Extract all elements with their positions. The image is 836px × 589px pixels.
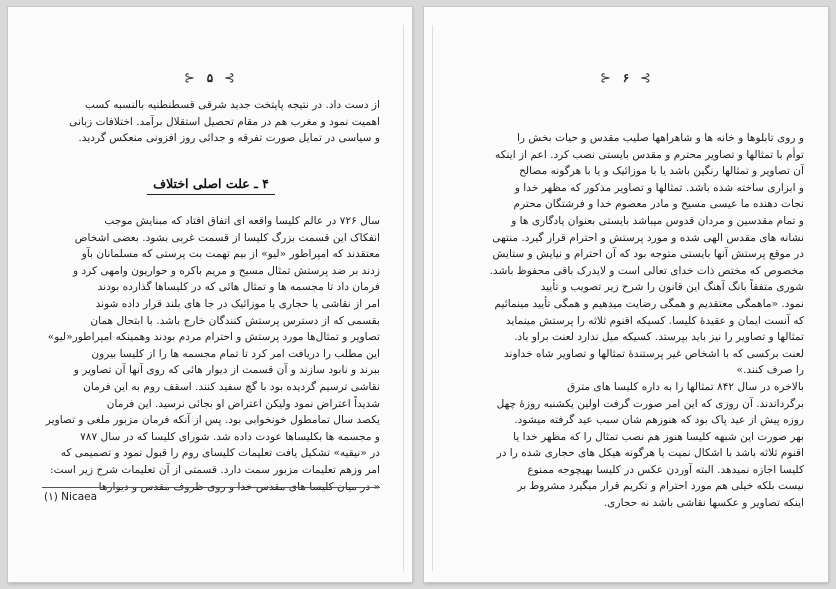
text-line: امر از نقاشی یا حجاری یا موزائیک در جا های بلند قرار داده شوند [95,297,380,310]
text-line: برگرداندند. آن روزی که این امر صورت گرفت اولین یکشنبه روزهٔ چهل [496,397,804,410]
text-line: اقنوم ثلاثه باشد با اشکال نمیت یا هرگونه هیکل های حجاری شده را در [496,447,804,460]
text-line: ببرند و نابود سازند و آن قسمت از دیوار هائی که روی آنها آن تصاویر و [73,364,380,377]
main-paragraph [42,213,380,495]
page-header [424,71,828,86]
text-line: فرمان داد تا مجسمه ها و تمثال هائی که در کلیساها گذارده بودند [97,281,380,294]
text-line: یکصد سال تمامطول خونخوابی بود. پس از آنکه فرمان مزبور ملغی و تصاویر [45,414,380,427]
text-line: نمود. «ماهمگی معتقدیم و همگی رضایت میدهیم و همگی تأیید مینمائیم [494,297,804,310]
text-line: بالاخره در سال ۸۴۲ تمثالها را به داره کلیسا های مترق [567,380,804,393]
text-line: و سیاسی در تمایل صورت تفرقه و جدائی روز افزونی منعکس گردید. [78,132,380,145]
left-page [8,7,412,582]
main-paragraph [482,130,804,512]
text-line: انفکاک این قسمت بزرگ کلیسا از قسمت غربی بشود. بعضی اشخاص [74,231,380,244]
text-line: تصاویر و تمثال‌ها مورد پرستش و احترام مردم بودند وهمینکه امپراطور«لیو» [47,331,380,344]
text-line: و روی تابلوها و خانه ها و شاهراهها صلیب مقدس و حیات بخش را [516,132,804,144]
text-line: اینکه تصاویر و عکسها نقاشی باشد نه حجاری. [603,497,804,510]
page-number: ۵ [206,71,214,85]
footnote: (۱) Nicaea [44,491,98,503]
text-line: شدیداً اعتراض نمود ولیکن اعتراض او بجائی نرسید. این فرمان [106,397,380,410]
ornament-right: ⊰ [224,71,236,86]
text-line: نشانه های مقدس الهی شده و مورد پرستش و احترام قرار گیرد. منتهی [492,231,804,244]
text-line: که آنست ایمان و عقیدهٔ کلیسا. کسیکه اقنوم ثلاثه را پرستش مینماید [505,314,804,327]
text-line: نقاشی ترسیم گردیده بود با گچ سفید کنند. اسقف روم به این فرمان [83,380,380,393]
right-page [424,7,828,582]
text-line: تمثالها و تصاویر را نیز باید بپرستد. کسیکه میل ندارد لعنت براو باد. [514,331,804,344]
page-edge-line [432,25,433,571]
text-line: و ابزاری ساخته شده باشد. تمثالها و تصاویر مذکور که مظهر خدا و [514,181,804,194]
page-number: ۶ [622,71,630,85]
text-line: و تمام مقدسین و مردان قدوس میباشد بایستی بعنوان یادگاری ها و [511,214,804,227]
text-line: کلیسا اجازه نمیدهد. البته آوردن عکس در کلیسا بهیچوجه ممنوع [527,463,804,476]
text-line: آن تصاویر و تمثالها رنگین باشد یا با موزائیک و یا با هرگونه مصالح [519,165,804,178]
text-line: نیست بلکه خیلی هم مورد احترام و تکریم قرار میگیرد مشروط بر [517,480,804,493]
ornament-left: ⊱ [600,71,612,86]
text-line: در «نیقیه» تشکیل یافت تعلیمات کلیسای روم را قبول نمود و تصمیمی که [60,447,380,460]
text-line: بهر صورت این شبهه کلیسا هنوز هم نصب تمثال را که مظهر خدا یا [513,430,804,443]
text-line: توأم با تمثالها و تصاویر محترم و مقدس بایستی نصب کرد. اعم از اینکه [495,148,804,161]
text-line: زدند بر ضد پرستش تمثال مسیح و مریم باکره و حواریون وامهی کرد و [72,264,380,277]
text-line: بقسمی که از دسترس پرستش کنندگان خارج باشد. با ابتحال همان [90,314,380,327]
page-header [8,71,412,86]
text-line: از دست داد. در نتیجه پایتخت جدید شرقی قسطنطنیه بالنسبه کسب [85,99,380,111]
text-line: لعنت برکسی که با اشخاص غیر پرستندهٔ تمثالها و تصاویر شاه خداوند [503,347,804,360]
ornament-right: ⊰ [640,71,652,86]
text-line: در موقع پرستش آنها بایستی متوجه بود که آن احترام و نیایش و ستایش [492,248,804,261]
text-line: شوری متفقاً بانگ آهنگ این قانون را شرح زیر تصویب و تأیید [540,281,804,294]
section-heading-text: ۴ ـ علت اصلی اختلاف [147,176,275,195]
section-heading [42,173,380,195]
text-line: نجات دهنده ما عیسی مسیح و مادر معصوم خدا و فرشتگان محترم [513,198,804,211]
text-line: « در میان کلیسا های مقدس خدا و روی ظروف مقدس و دیوارها [98,480,380,493]
text-line: امر وزهم تعلیمات مزبور سمت دارد. قسمتی از آن تعلیمات شرح زیر است: [50,463,380,476]
text-line: سال ۷۲۶ در عالم کلیسا واقعه ای اتفاق افتاد که مبنایش موجب [104,215,380,227]
text-line: روزه پیش از عید پاک بود که هنوزهم شان سبب عید گرفته میشود. [514,414,804,427]
text-line: مخصوص که مختص ذات خدای تعالی است و لایدرک باقی محفوظ باشد. [489,264,804,277]
text-line: اهمیت نمود و مغرب هم در مقام تحصیل استقلال برآمد. اختلافات زبانی [69,115,380,128]
intro-paragraph [42,97,380,147]
ornament-left: ⊱ [184,71,196,86]
text-line: و مجسمه ها بکلیساها عودت داده شد. شورای کلیسا که در سال ۷۸۷ [80,430,380,443]
text-line: این مطلب را دریافت امر کرد تا تمام مجسمه ها را از کلیسا بیرون [91,347,380,360]
footnote-divider [42,487,380,488]
page-edge-line [403,25,404,571]
text-line: معتقدند که امپراطور «لیو» از بیم تهمت بت پرستی که مسلمانان بآو [81,248,380,261]
text-line: را صرف کنند.» [736,364,804,377]
